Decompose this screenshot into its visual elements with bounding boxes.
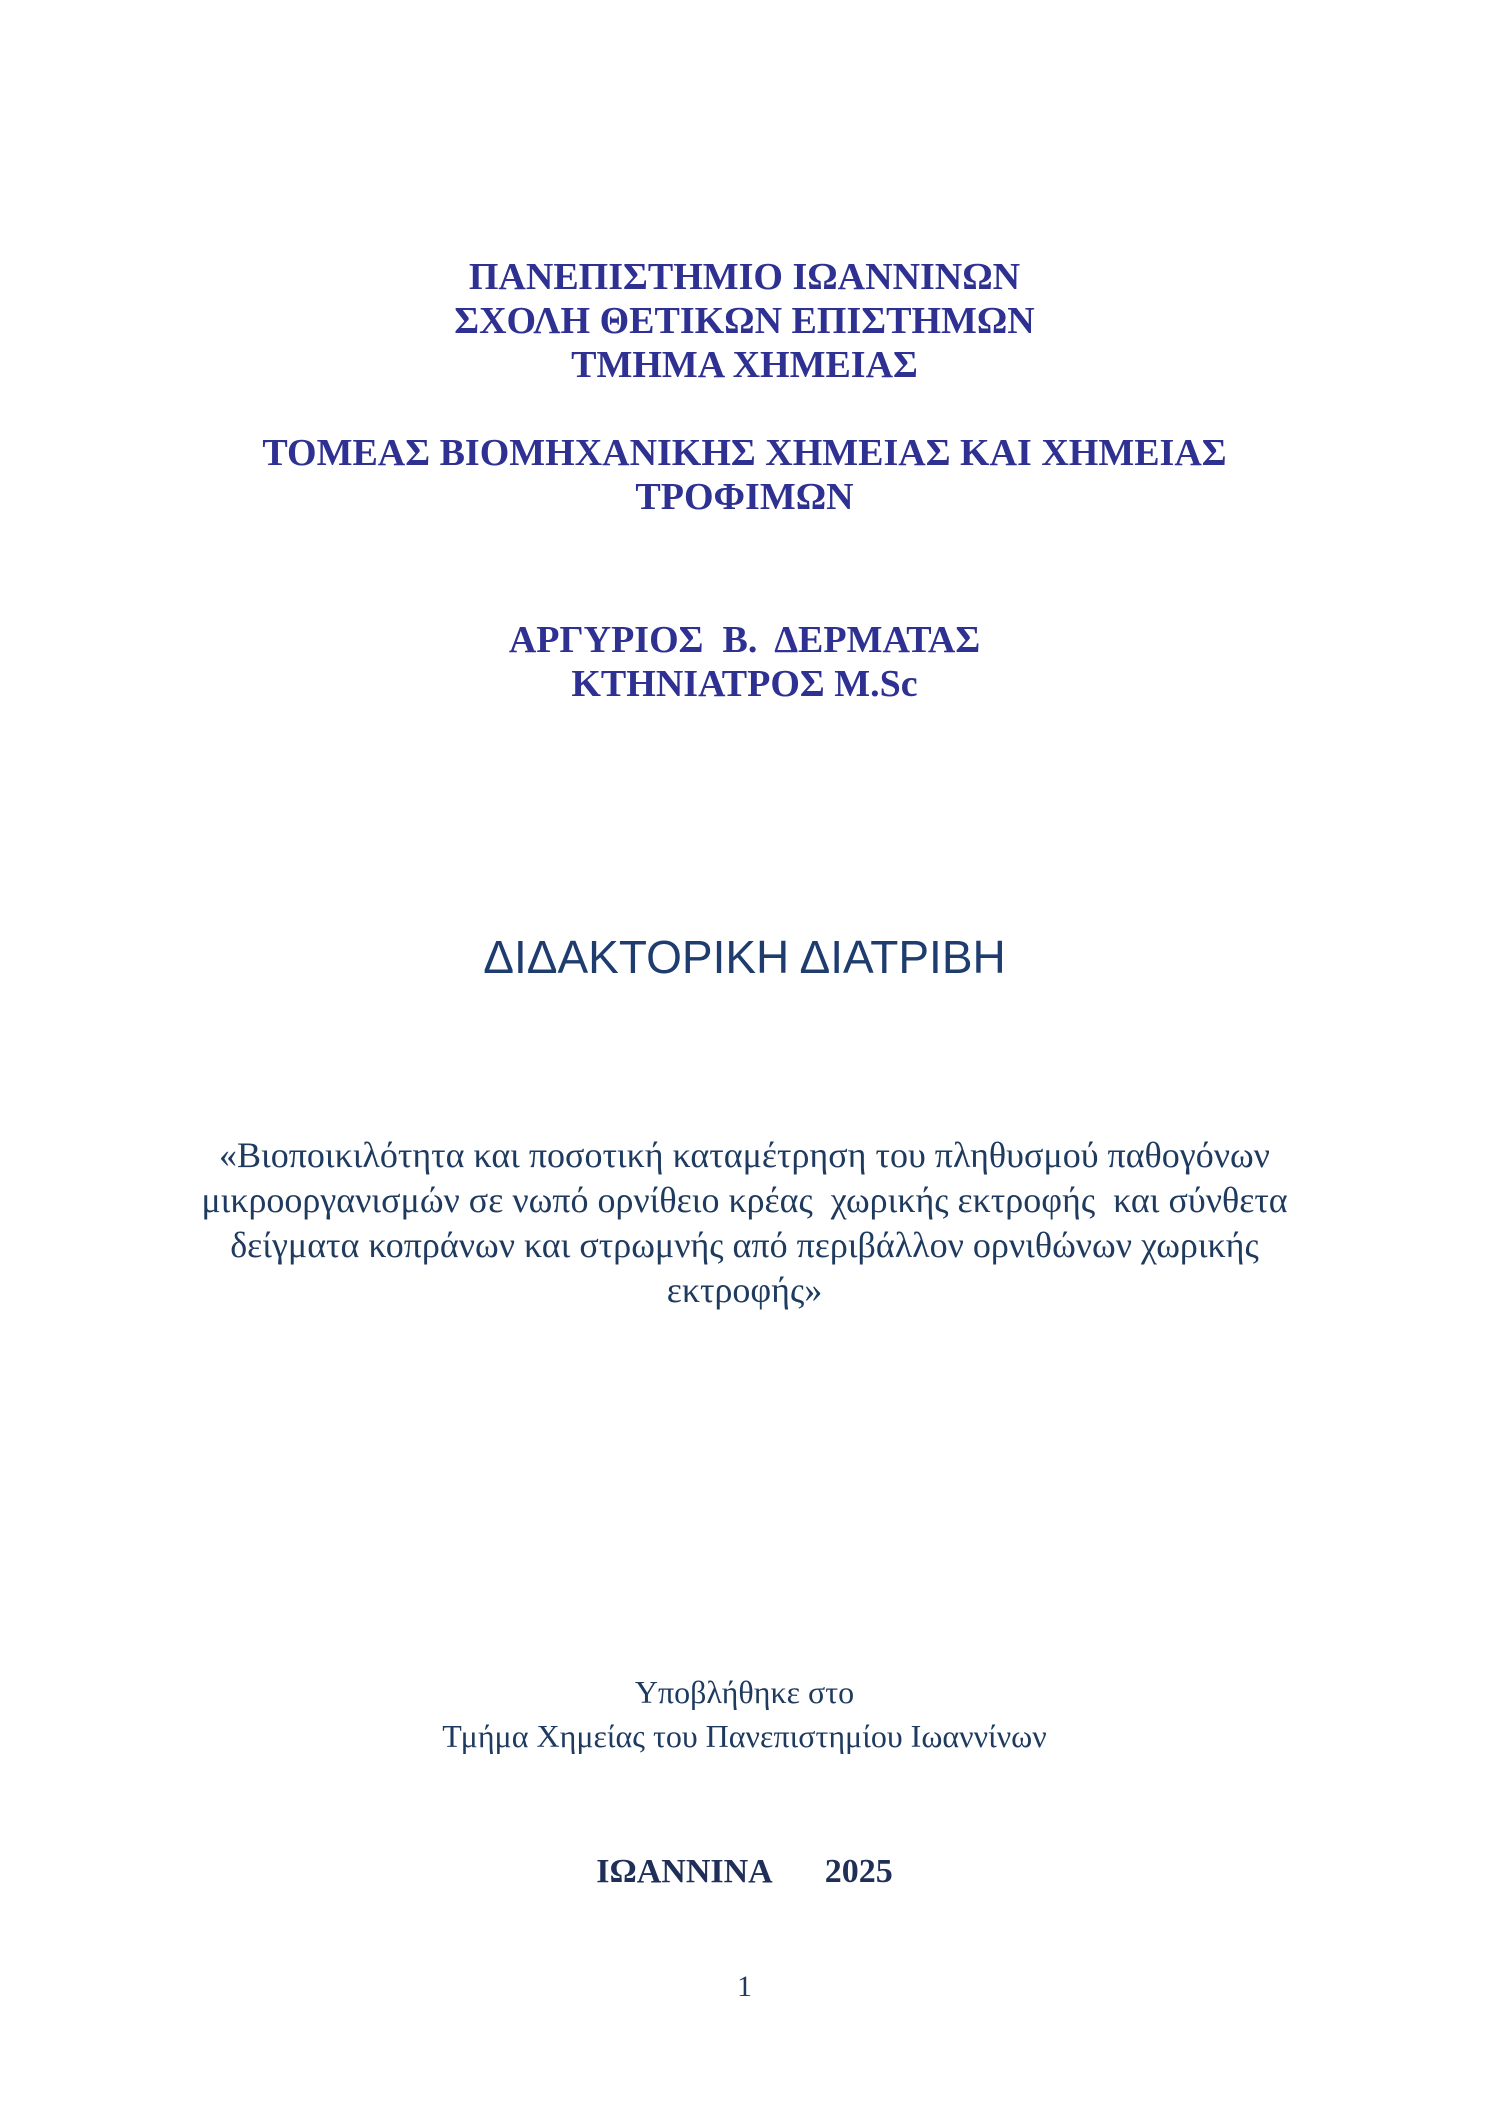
- thesis-title: [0, 1133, 1489, 1313]
- thesis-title-line-1: «Βιοποικιλότητα και ποσοτική καταμέτρηση του πληθυσμού παθογόνων: [219, 1135, 1270, 1175]
- author-name: ΑΡΓΥΡΙΟΣ Β. ΔΕΡΜΑΤΑΣ: [508, 619, 981, 661]
- institution-header: [0, 255, 1489, 387]
- author-title: ΚΤΗΝΙΑΤΡΟΣ M.Sc: [571, 663, 918, 705]
- author-block: [0, 618, 1489, 706]
- sector-heading: [0, 431, 1489, 519]
- year: 2025: [824, 1853, 893, 1890]
- page-number: [0, 1969, 1489, 2005]
- school-name: ΣΧΟΛΗ ΘΕΤΙΚΩΝ ΕΠΙΣΤΗΜΩΝ: [454, 300, 1035, 342]
- page-number-label: 1: [737, 1970, 752, 2003]
- place-and-year: [0, 1852, 1489, 1892]
- submission-line-1: Υποβλήθηκε στο: [634, 1674, 855, 1710]
- thesis-title-line-2: μικροοργανισμών σε νωπό ορνίθειο κρέας χωρικής εκτροφής και σύνθετα: [201, 1180, 1288, 1220]
- document-type: [0, 930, 1489, 984]
- document-type-label: ΔΙΔΑΚΤΟΡΙΚΗ ΔΙΑΤΡΙΒΗ: [483, 931, 1006, 983]
- thesis-title-line-3: δείγματα κοπράνων και στρωμνής από περιβάλλον ορνιθώνων χωρικής: [230, 1225, 1259, 1265]
- submission-block: [0, 1670, 1489, 1758]
- city-name: ΙΩΑΝΝΙΝΑ: [596, 1853, 773, 1890]
- submission-line-2: Τμήμα Χημείας του Πανεπιστημίου Ιωαννίνων: [442, 1718, 1047, 1754]
- sector-line-1: ΤΟΜΕΑΣ ΒΙΟΜΗΧΑΝΙΚΗΣ ΧΗΜΕΙΑΣ ΚΑΙ ΧΗΜΕΙΑΣ: [262, 432, 1227, 474]
- department-name: ΤΜΗΜΑ ΧΗΜΕΙΑΣ: [571, 344, 918, 386]
- sector-line-2: ΤΡΟΦΙΜΩΝ: [635, 476, 854, 518]
- university-name: ΠΑΝΕΠΙΣΤΗΜΙΟ ΙΩΑΝΝΙΝΩΝ: [468, 256, 1021, 298]
- thesis-title-line-4: εκτροφής»: [666, 1270, 823, 1310]
